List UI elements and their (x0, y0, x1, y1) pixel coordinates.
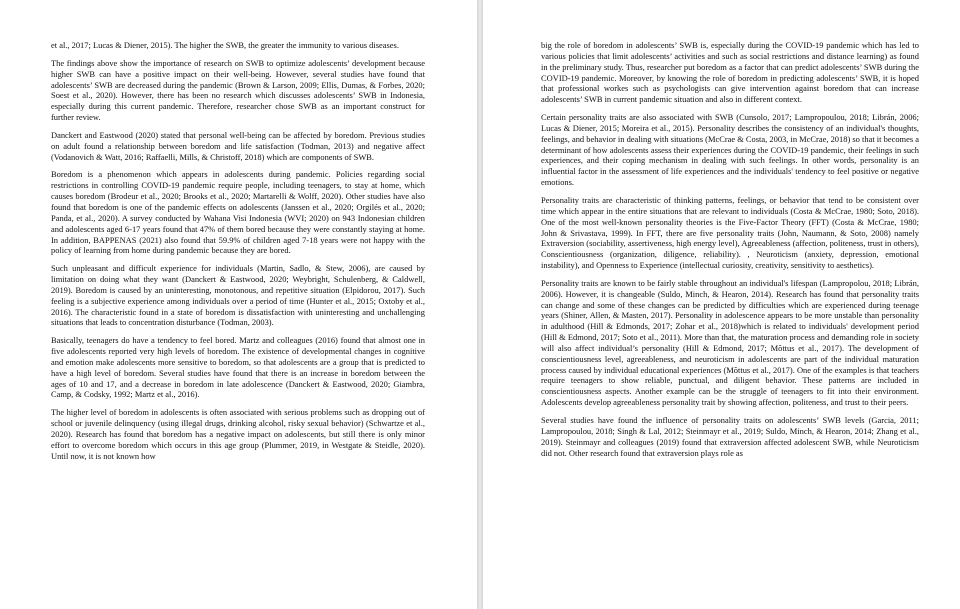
left-page (0, 0, 477, 609)
paragraph: Boredom is a phenomenon which appears in adolescents during pandemic. Policies regarding social restrictions in controlling COVID-19 pandemic require people, including teenagers, to stay at home, which causes boredom (Brodeur et al., 2020; Brooks et al., 2020; Martarelli & Wolff, 2020). Other studies have also found that boredom is one of the pandemic effects on adolescents (Janssen et al., 2020; Orgilés et al., 2020; Panda, et al., 2020). A survey conducted by Wahana Visi Indonesia (WVI; 2020) on 943 Indonesian children and adolescents aged 6-17 years found that 47% of them bored because they were constantly staying at home. In addition, BAPPENAS (2021) also found that 59.9% of children aged 7-18 years were not happy with the policy of learning from home during pandemic because they are bored. (51, 169, 425, 256)
paragraph: Personality traits are characteristic of thinking patterns, feelings, or behavior that tend to be consistent over time which appear in the entire situations that are relevant to individuals (Costa & McCrae, 1980; Soto, 2018). One of the most well-known personality theories is the Five-Factor Theory (FFT) (Costa & McCrae, 1980; John & Srivastava, 1999). In FFT, there are five personality traits (John, Naumann, & Soto, 2008) namely Extraversion (sociability, assertiveness, high energy level), Agreeableness (affection, politeness, trust in others), Conscientiousness (organization, diligence, reliability). , Neuroticism (anxiety, depression, emotional instability), and Openness to Experience (intellectual curiosity, creativity, sensitivity to aesthetics). (541, 194, 919, 271)
paragraph: Several studies have found the influence of personality traits on adolescents’ SWB levels (Garcia, 2011; Lampropoulou, 2018; Singh & Lal, 2012; Steinmayr et al., 2019; Suldo, Minch, & Hearon, 2014; Zhang et al., 2019). Steinmayr and colleagues (2019) found that extraversion affected adolescent SWB, while Neuroticism did not. Other research found that extraversion plays role as (541, 415, 919, 458)
paragraph: Certain personality traits are also associated with SWB (Cunsolo, 2017; Lampropoulou, 2018; Librán, 2006; Lucas & Diener, 2015; Moreira et al., 2015). Personality describes the consistency of an individual's thoughts, feelings, and behavior in dealing with situations (McCrae & Costa, 2003, in McCrae, 2018) so that it becomes a determinant of how adolescents assess their experiences during the COVID-19 pandemic, their feelings in such experiences, and their coping mechanism in dealing with such feelings. In other words, personality is an influential factor in the assessment of life experiences and the individuals' tendency to feel positive or negative emotions. (541, 112, 919, 188)
paragraph: The higher level of boredom in adolescents is often associated with serious problems such as dropping out of school or juvenile delinquency (using illegal drugs, drinking alcohol, risky sexual behavior) (Schwartze et al., 2020). Research has found that boredom has a negative impact on adolescents, but still there is only minor effort to overcome boredom which occurs in this age group (Plummer, 2019, in Westgate & Steidle, 2020). Until now, it is not known how (51, 407, 425, 461)
right-page (483, 0, 960, 609)
right-page-text (541, 40, 919, 465)
paragraph: big the role of boredom in adolescents’ SWB is, especially during the COVID-19 pandemic which has led to various policies that limit adolescents’ activities and such as social restrictions and distance learning) as found in the preliminary study. Thus, researcher put boredom as a factor that can predict adolescents’ SWB during the COVID-19 pandemic. Moreover, by knowing the role of boredom in predicting adolescents’ SWB, it is hoped that professional workes such as psychologists can give intervention against boredom that can increase adolescents’ SWB in current pandemic situation and also in different context. (541, 40, 919, 105)
paragraph: The findings above show the importance of research on SWB to optimize adolescents’ development because higher SWB can have a positive impact on their well-being. However, several studies have found that adolescents’ SWB are decreased during the pandemic (Brown & Larson, 2009; Ellis, Dumas, & Forbes, 2020; Soest et al., 2020). However, there has been no research which discusses adolescents’ SWB in Indonesia, especially during this current pandemic. Therefore, researcher chose SWB as an important construct for further review. (51, 57, 425, 123)
paragraph: Personality traits are known to be fairly stable throughout an individual's lifespan (Lampropolou, 2018; Librán, 2006). However, it is changeable (Suldo, Minch, & Hearon, 2014). Research has found that personality traits can change and some of these changes can be predicted by difficulties which are experienced during teenage years (Shiner, Allen, & Masten, 2017). Personality in adolescence appears to be more unstable than personality in adulthood (Hill & Edmonds, 2017; Zohar et al., 2018)which is related to individuals' development period (Hill & Edmond, 2017; Soto et al., 2011). More than that, the maturation process and demanding role in society will also affect individual’s personality (Hill & Edmond, 2017; Mõttus et al., 2017). The development of conscientiousness level, agreeableness, and neuroticism in adolescents are part of the individual maturation process caused by individual educational experiences (Mõttus et al., 2017). One of the examples is that teachers require teenagers to show reliable, punctual, and diligent behavior. These patterns are included in conscientiousness aspects. Another example can be the struggle of teenagers to fit into their environment. Adolescents develop agreeableness personality trait by showing affection, politeness, and trust to their peers. (541, 277, 919, 408)
paragraph: et al., 2017; Lucas & Diener, 2015). The higher the SWB, the greater the immunity to various diseases. (51, 40, 399, 50)
paragraph: Such unpleasant and difficult experience for individuals (Martin, Sadlo, & Stew, 2006), are caused by limitation on doing what they want (Danckert & Eastwood, 2020; Weybright, Schulenberg, & Caldwell, 2019). Boredom is caused by an uninteresting, monotonous, and repetitive situation (Elpidorou, 2017). Such feeling is a subjective experience among individuals over a period of time (Hunter et al., 2015; Oxtoby et al., 2016). The characteristic found in a state of boredom is dissatisfaction with uninteresting and unchallenging situations that leads to concentration disturbance (Todman, 2003). (51, 263, 425, 328)
left-page-text (51, 40, 425, 469)
paragraph: Basically, teenagers do have a tendency to feel bored. Martz and colleagues (2016) found that almost one in five adolescents reported very high levels of boredom. The existence of developmental changes in cognitive and emotion make adolescents more sensitive to boredom, so that adolescents are a group that is predicted to have a high level of boredom. Several studies have found that there is an increase in boredom between the ages of 10 and 17, and a decrease in boredom in late adolescence (Danckert & Eastwood, 2020; Giambra, Camp, & Codsky, 1992; Martz et al., 2016). (51, 335, 425, 400)
paragraph: Danckert and Eastwood (2020) stated that personal well-being can be affected by boredom. Previous studies on adult found a relationship between boredom and life satisfaction (Todman, 2013) and negative affect (Vodanovich & Watt, 2016; Raffaelli, Mills, & Christoff, 2018) which are components of SWB. (51, 129, 425, 162)
